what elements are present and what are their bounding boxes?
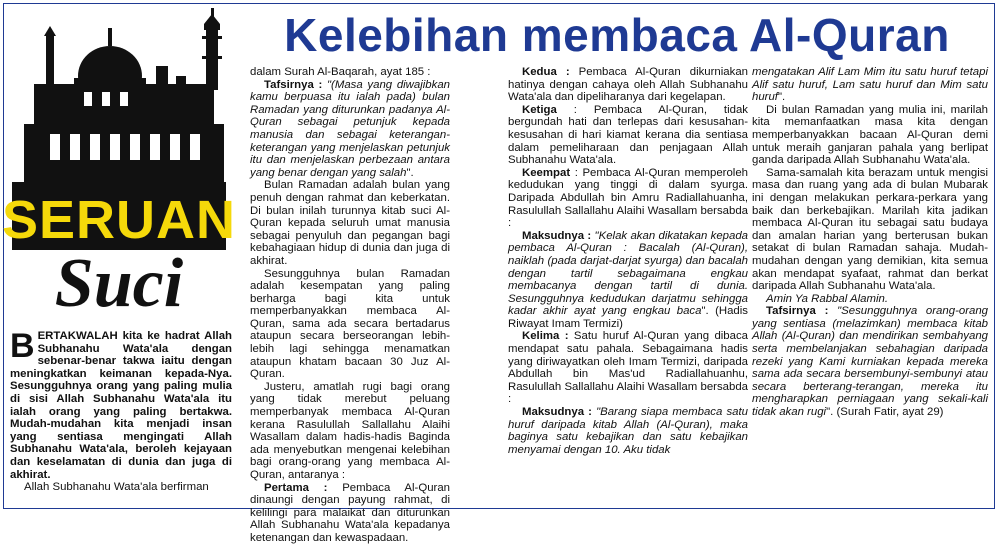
maksudnya-paragraph [508,406,748,456]
paragraph: Bulan Ramadan adalah bulan yang penuh dengan rahmat dan keberkatan. Di bulan inilah turunnya kitab suci Al-Quran kepada seluruh umat manusia sebagai penyuluh dan pegangan bagi kebahagiaan hidup di dunia dan juga di akhirat. [250,179,450,267]
maksudnya-text: "Barang siapa membaca satu huruf daripada kitab Allah (Al-Quran), maka baginya satu kebajikan dan satu kebajikan menyamai dengan 10. Aku tidak [508,406,748,456]
paragraph: Sama-samalah kita berazam untuk mengisi masa dan ruang yang ada di bulan Mubarak ini dengan melakukan perkara-perkara yang baik dan berkebajikan. Marilah kita jadikan membaca Al-Quran itu sebagai satu budaya dan amalan harian yang berterusan bukan setakat di bulan Ramadan sahaja. Mudah-mudahan dengan yang demikian, kita semua akan mendapat syafaat, rahmat dan berkat daripada Allah Subhanahu Wata'ala. [752,166,988,293]
quote-continuation: mengatakan Alif Lam Mim itu satu huruf tetapi Alif satu huruf, Lam satu huruf dan Mim satu huruf [752,66,988,104]
logo-word-suci: Suci [54,245,184,322]
tafsir-paragraph [752,305,988,418]
ketiga-paragraph [508,104,748,167]
kedua-text: Pembaca Al-Quran dikurniakan hatinya dengan cahaya oleh Allah Subhanahu Wata'ala dan dipeliharanya dari kegelapan. [508,66,748,104]
pertama-label: Pertama : [264,481,328,494]
keempat-paragraph [508,167,748,230]
tafsir-label: Tafsirnya : [264,78,323,91]
article-column-3 [508,66,748,510]
paragraph [752,66,988,104]
article-column-2 [250,66,451,544]
maksudnya-text: "Kelak akan dikatakan kepada pembaca Al-Quran : Bacalah (Al-Quran), naiklah (pada darjat-darjat syurga) dan bacalah dengan tartil sebagaimana engkau membacanya dengan tartil di dunia. Sesungguhnya kedudukan darjatmu sehingga kadar akhir ayat yang engkau baca [508,229,749,318]
tafsir-text: "(Masa yang diwajibkan kamu berpuasa itu ialah pada) bulan Ramadan yang diturunkan padanya Al-Quran sebagai petunjuk kepada manusia dan sebagai keterangan-keterangan yang menjelaskan petunjuk itu dan menjelaskan perbezaan antara yang benar dengan yang salah [250,78,451,179]
maksudnya-paragraph [508,230,748,331]
tafsir-paragraph [250,79,450,180]
paragraph: dalam Surah Al-Baqarah, ayat 185 : [250,66,431,78]
maksudnya-label: Maksudnya : [522,229,592,242]
intro-text: ERTAKWALAH kita ke hadrat Allah Subhanahu Wata'ala dengan sebenar-benar takwa iaitu dengan meningkatkan keimanan kepada-Nya. Sesungguhnya orang yang paling mulia di sisi Allah Subhanahu Wata'ala itu ialah orang yang paling bertakwa. Mudah-mudahan kita menjadi insan yang sentiasa mengingati Allah Subhanahu Wata'ala, beroleh kejayaan dan keselamatan di dunia dan juga di akhirat. [10,330,232,481]
paragraph: Allah Subhanahu Wata'ala berfirman [24,481,209,494]
kedua-paragraph [508,66,748,104]
mosque-illustration-icon [1,6,237,322]
kedua-label: Kedua : [522,66,570,78]
paragraph: Sesungguhnya bulan Ramadan adalah kesempatan yang paling berharga bagi kita untuk memperbanyakkan membaca Al-Quran, sama ada secara bertadarus ataupun secara berseorangan lebih-lebih lagi sehingga menamatkan ataupun khatam bacaan 30 Juz Al-Quran. [250,267,450,381]
tafsir-end: ". (Surah Fatir, ayat 29) [826,406,944,419]
paragraph: Justeru, amatlah rugi bagi orang yang tidak merebut peluang memperbanyak membaca Al-Quran kerana Rasulullah Sallallahu Alaihi Wasallam dalam hadis-hadis Baginda ada menyebutkan mengenai kelebihan bagi orang-orang yang membaca Al-Quran, antaranya : [250,380,450,481]
tafsir-end: ". [406,166,414,179]
article-column-1 [10,327,232,510]
paragraph: Di bulan Ramadan yang mulia ini, marilah kita memanfaatkan masa kita dengan memperbanyakkan bacaan Al-Quran demi untuk meraih ganjaran pahala yang berlipat ganda daripada Allah Subhanahu Wata'ala. [752,103,988,167]
maksudnya-label: Maksudnya : [522,406,592,419]
amin-line: Amin Ya Rabbal Alamin. [766,292,888,305]
keempat-text: : Pembaca Al-Quran memperoleh kedudukan yang tinggi di dalam syurga. Daripada Abdullah bin Amru Radiallahuanha, Rasulullah Sallallahu Alaihi Wasallam bersabda : [508,166,748,230]
drop-cap: B [10,327,35,365]
kelima-paragraph [508,330,748,406]
kelima-text: Satu huruf Al-Quran yang dibaca mendapat satu pahala. Sebagaimana hadis yang diriwayatkan oleh Imam Termizi, daripada Abdullah bin Mas'ud Radiallahuanhu, Rasulullah Sallallahu Alaihi Wasallam bersabda : [508,330,749,406]
keempat-label: Keempat [522,166,571,179]
tafsir-text: "Sesungguhnya orang-orang yang sentiasa (melazimkan) membaca kitab Allah (Al-Quran) dan mendirikan sembahyang serta membelanjakan sebahagian daripada rezeki yang Kami kurniakan kepada mereka sama ada secara bersembunyi-sembunyi atau secara berterang-terangan, mereka itu mengharapkan perniagaan yang sekali-kali tidak akan rugi [752,305,988,419]
tafsir-label: Tafsirnya : [766,305,829,318]
ketiga-label: Ketiga [522,103,557,116]
quote-end: ". [777,91,786,104]
article-headline: Kelebihan membaca Al-Quran [284,9,950,61]
maksudnya-end: ". (Hadis Riwayat Imam Termizi) [508,305,748,330]
kelima-label: Kelima : [522,330,569,343]
seruan-suci-logo [1,6,237,322]
ketiga-text: : Pembaca Al-Quran, tidak bergundah hati dan terlepas dari kesusahan-kesusahan di hari kiamat kerana dia sentiasa dalam pemeliharaan dan penjagaan Allah Subhanahu Wata'ala. [508,103,748,167]
pertama-text: Pembaca Al-Quran dinaungi dengan payung rahmat, di kelilingi para malaikat dan diturunkan Allah Subhanahu Wata'ala kepadanya ketenangan dan kewaspadaan. [250,481,450,544]
pertama-paragraph [250,482,450,545]
article-column-4 [752,66,988,510]
logo-word-seruan: SERUAN [1,190,237,250]
intro-paragraph [10,327,232,481]
